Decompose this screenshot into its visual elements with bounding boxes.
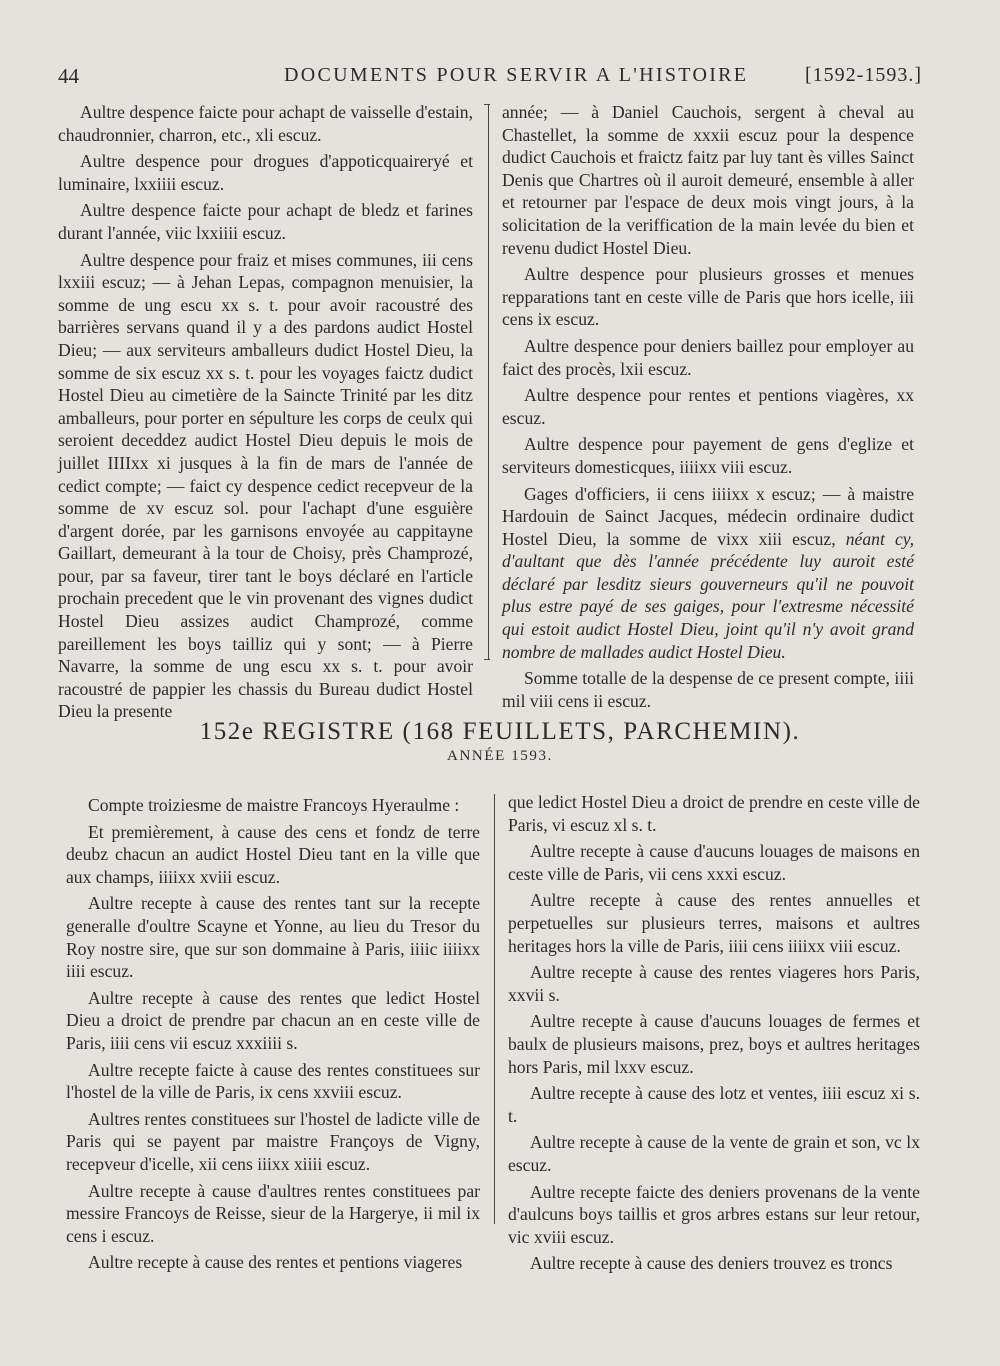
paragraph: Et premièrement, à cause des cens et fondz de terre deubz chacun an audict Hostel Dieu tant en la ville que aux champs, iiiixx xviii escuz. (66, 821, 480, 887)
year-range: [1592-1593.] (805, 64, 922, 86)
paragraph (502, 483, 914, 664)
paragraph: année; — à Daniel Cauchois, sergent à cheval au Chastellet, la somme de xxxii escuz pour la despence dudict Cauchois et fraictz faitz par luy tant ès villes Sainct Denis que Chartres où il auroit demeuré, ensemble à aller et retourner par l'espace de deux mois vingt jours, à la solicitation de la veriffication de la main levée du bien et revenu dudict Hostel Dieu. (502, 102, 914, 258)
paragraph: Aultre despence pour drogues d'appoticquaireryé et luminaire, lxxiiii escuz. (58, 151, 473, 194)
lower-right-column (508, 791, 920, 1279)
paragraph: Aultre recepte à cause des lotz et ventes, iiii escuz xi s. t. (508, 1083, 920, 1126)
paragraph: Aultre despence pour deniers baillez pour employer au faict des procès, lxii escuz. (502, 335, 914, 379)
paragraph-italic: néant cy, d'aultant que dès l'année précédente luy auroit esté déclaré par lesditz sieurs gouverneurs qu'il ne pouvoit plus estre payé de ses gaiges, pour l'extresme nécessité qui estoit audict Hostel Dieu, joint qu'il n'y avoit grand nombre de mallades audict Hostel Dieu. (502, 528, 914, 662)
column-rule-tick-bottom (484, 659, 490, 660)
paragraph: Somme totalle de la despense de ce present compte, iiii mil viii cens ii escuz. (502, 668, 914, 711)
upper-right-column (502, 101, 914, 716)
paragraph: Aultre recepte à cause d'aucuns louages de maisons en ceste ville de Paris, vii cens xxxi escuz. (508, 841, 920, 884)
paragraph-roman: Gages d'officiers, ii cens iiiixx x escuz; — à maistre Hardouin de Sainct Jacques, médecin ordinaire dudict Hostel Dieu, la somme de vixx xiii escuz, (502, 483, 914, 549)
paragraph: Aultre recepte à cause des rentes annuelles et perpetuelles sur plusieurs terres, maisons et aultres heritages hors la ville de Paris, iiii cens iiiixx viii escuz. (508, 890, 920, 956)
paragraph: Aultre recepte à cause d'aucuns louages de fermes et baulx de plusieurs maisons, prez, boys et aultres heritages hors Paris, mil lxxv escuz. (508, 1011, 920, 1077)
lower-left-column (66, 794, 480, 1278)
page-number: 44 (58, 64, 79, 88)
paragraph: Aultre recepte faicte à cause des rentes constituees sur l'hostel de la ville de Paris, ix cens xxviii escuz. (66, 1059, 480, 1103)
running-title: DOCUMENTS POUR SERVIR A L'HISTOIRE (284, 64, 749, 86)
paragraph: Aultre despence pour payement de gens d'eglize et serviteurs domesticques, iiiixx viii escuz. (502, 434, 914, 477)
section-title: 152e REGISTRE (168 FEUILLETS, PARCHEMIN). (199, 718, 801, 745)
paragraph: Aultre recepte faicte des deniers provenans de la vente d'aulcuns boys taillis et gros arbres estans sur leur retour, vic xviii escuz. (508, 1181, 920, 1247)
paragraph: Aultre despence pour rentes et pentions viagères, xx escuz. (502, 385, 914, 428)
paragraph: Aultre recepte à cause des rentes viageres hors Paris, xxvii s. (508, 962, 920, 1005)
paragraph: Compte troiziesme de maistre Francoys Hyeraulme : (88, 795, 460, 815)
paragraph: Aultre recepte à cause des rentes que ledict Hostel Dieu a droict de prendre par chacun an en ceste ville de Paris, iiii cens vii escuz xxxiiii s. (66, 987, 480, 1053)
paragraph: que ledict Hostel Dieu a droict de prendre en ceste ville de Paris, vi escuz xl s. t. (508, 792, 920, 835)
paragraph: Aultre recepte à cause de la vente de grain et son, vc lx escuz. (508, 1132, 920, 1175)
paragraph: Aultre despence pour plusieurs grosses et menues repparations tant en ceste ville de Paris que hors icelle, iii cens ix escuz. (502, 264, 914, 330)
paragraph: Aultre despence faicte pour achapt de bledz et farines durant l'année, viic lxxiiii escuz. (58, 200, 473, 243)
section-subtitle: ANNÉE 1593. (447, 748, 553, 764)
paragraph: Aultre recepte à cause des rentes tant sur la recepte generalle d'oultre Scayne et Yonne, au lieu du Tresor du Roy nostre sire, que sur son dommaine à Paris, iiiic iiiixx iiii escuz. (66, 893, 480, 982)
column-rule-tick-top (484, 104, 490, 105)
paragraph: Aultre despence pour fraiz et mises communes, iii cens lxxiii escuz; — à Jehan Lepas, compagnon menuisier, la somme de ung escu xx s. t. pour avoir racoustré des barrières servans quand il y a des pardons audict Hostel Dieu; — aux serviteurs amballeurs dudict Hostel Dieu, la somme de six escuz xx s. t. pour les voyages faictz dudict Hostel Dieu au cimetière de la Saincte Trinité par les ditz amballeurs, pour porter en sépulture les corps de ceulx qui seroient deceddez audict Hostel Dieu depuis le mois de juillet IIIIxx xi jusques à la fin de mars de l'année de cedict compte; — faict cy despence cedict recepveur de la somme de xv escuz sol. pour l'achapt d'une esguière d'argent dorée, par les garnisons envoyée au cappitayne Gaillart, demeurant à la tour de Choisy, près Champrozé, pour, par sa faveur, tirer tant le boys déclaré en l'article prochain precedent que le vin provenant des vignes dudict Hostel Dieu assizes audict Champrozé, comme pareillement les boys tailliz qui y sont; — à Pierre Navarre, la somme de ung escu xx s. t. pour avoir racoustré de pappier les chassis du Bureau dudict Hostel Dieu la presente (58, 249, 473, 722)
paragraph: Aultre recepte à cause des rentes et pentions viageres (88, 1252, 463, 1273)
running-header (58, 64, 922, 94)
upper-left-column (58, 101, 473, 727)
paragraph: Aultre recepte à cause d'aultres rentes constituees par messire Francoys de Reisse, sieur de la Hargerye, ii mil ix cens i escuz. (66, 1180, 480, 1246)
paragraph: Aultres rentes constituees sur l'hostel de ladicte ville de Paris qui se payent par maistre Françoys de Vigny, recepveur d'icelle, xii cens iiixx xiiii escuz. (66, 1108, 480, 1174)
column-rule-lower (494, 794, 495, 1224)
column-rule-upper (488, 104, 489, 660)
paragraph: Aultre despence faicte pour achapt de vaisselle d'estain, chaudronnier, charron, etc., xli escuz. (58, 102, 473, 145)
paragraph: Aultre recepte à cause des deniers trouvez es troncs (530, 1253, 893, 1274)
